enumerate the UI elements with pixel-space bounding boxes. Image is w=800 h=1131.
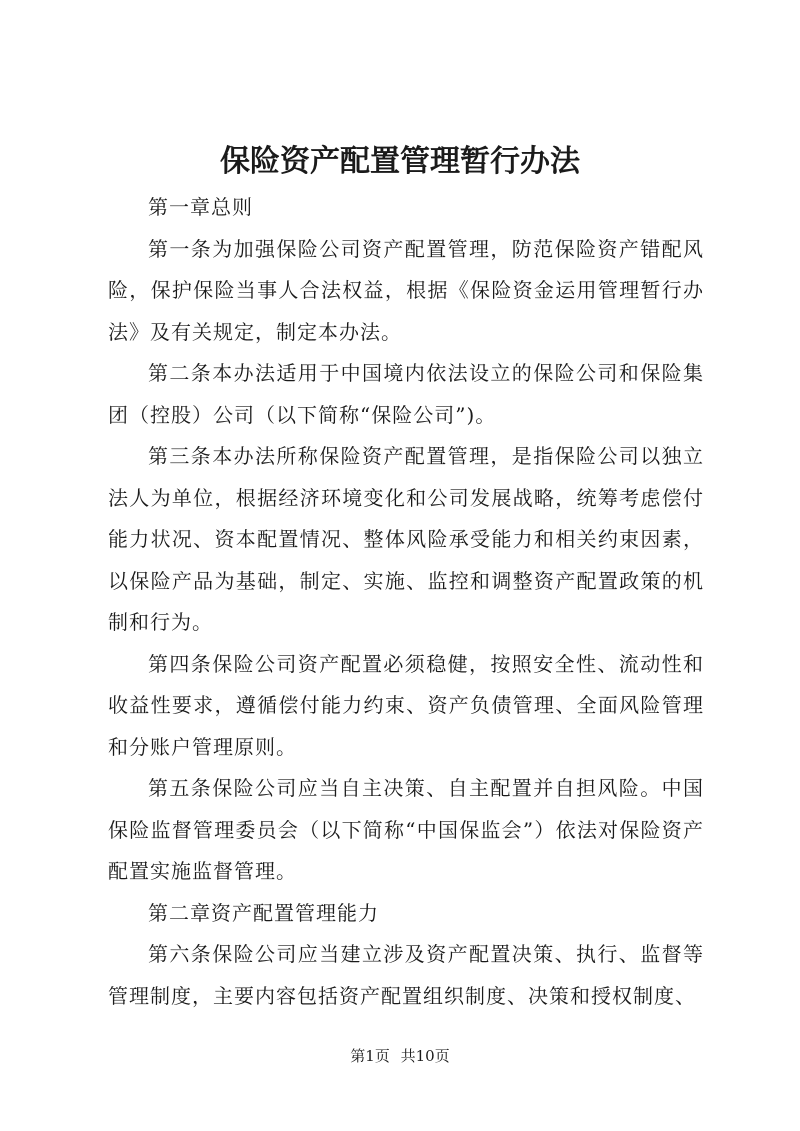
article-paragraph: 第一条为加强保险公司资产配置管理，防范保险资产错配风险，保护保险当事人合法权益，根据《保险资金运用管理暂行办法》及有关规定，制定本办法。 <box>108 236 704 344</box>
chapter-heading: 第二章资产配置管理能力 <box>148 900 379 925</box>
chapter-heading: 第一章总则 <box>148 195 253 219</box>
article-paragraph: 第二条本办法适用于中国境内依法设立的保险公司和保险集团（控股）公司（以下简称“保险公司”)。 <box>108 361 704 427</box>
page-footer <box>0 1046 800 1066</box>
article-paragraph: 第五条保险公司应当自主决策、自主配置并自担风险。中国保险监督管理委员会（以下简称“中国保监会”）依法对保险资产配置实施监督管理。 <box>108 776 704 883</box>
article-paragraph: 第六条保险公司应当建立涉及资产配置决策、执行、监督等管理制度，主要内容包括资产配置组织制度、决策和授权制度、 <box>108 942 704 1008</box>
page-total: 共10页 <box>400 1047 450 1065</box>
document-title: 保险资产配置管理暂行办法 <box>220 144 580 179</box>
document-body <box>108 187 704 1017</box>
article-paragraph: 第四条保险公司资产配置必须稳健，按照安全性、流动性和收益性要求，遵循偿付能力约束、资产负债管理、全面风险管理和分账户管理原则。 <box>108 651 704 759</box>
article-paragraph: 第三条本办法所称保险资产配置管理，是指保险公司以独立法人为单位，根据经济环境变化和公司发展战略，统筹考虑偿付能力状况、资本配置情况、整体风险承受能力和相关约束因素，以保险产品为基础，制定、实施、监控和调整资产配置政策的机制和行为。 <box>108 444 704 634</box>
page-number: 第1页 <box>350 1047 390 1065</box>
